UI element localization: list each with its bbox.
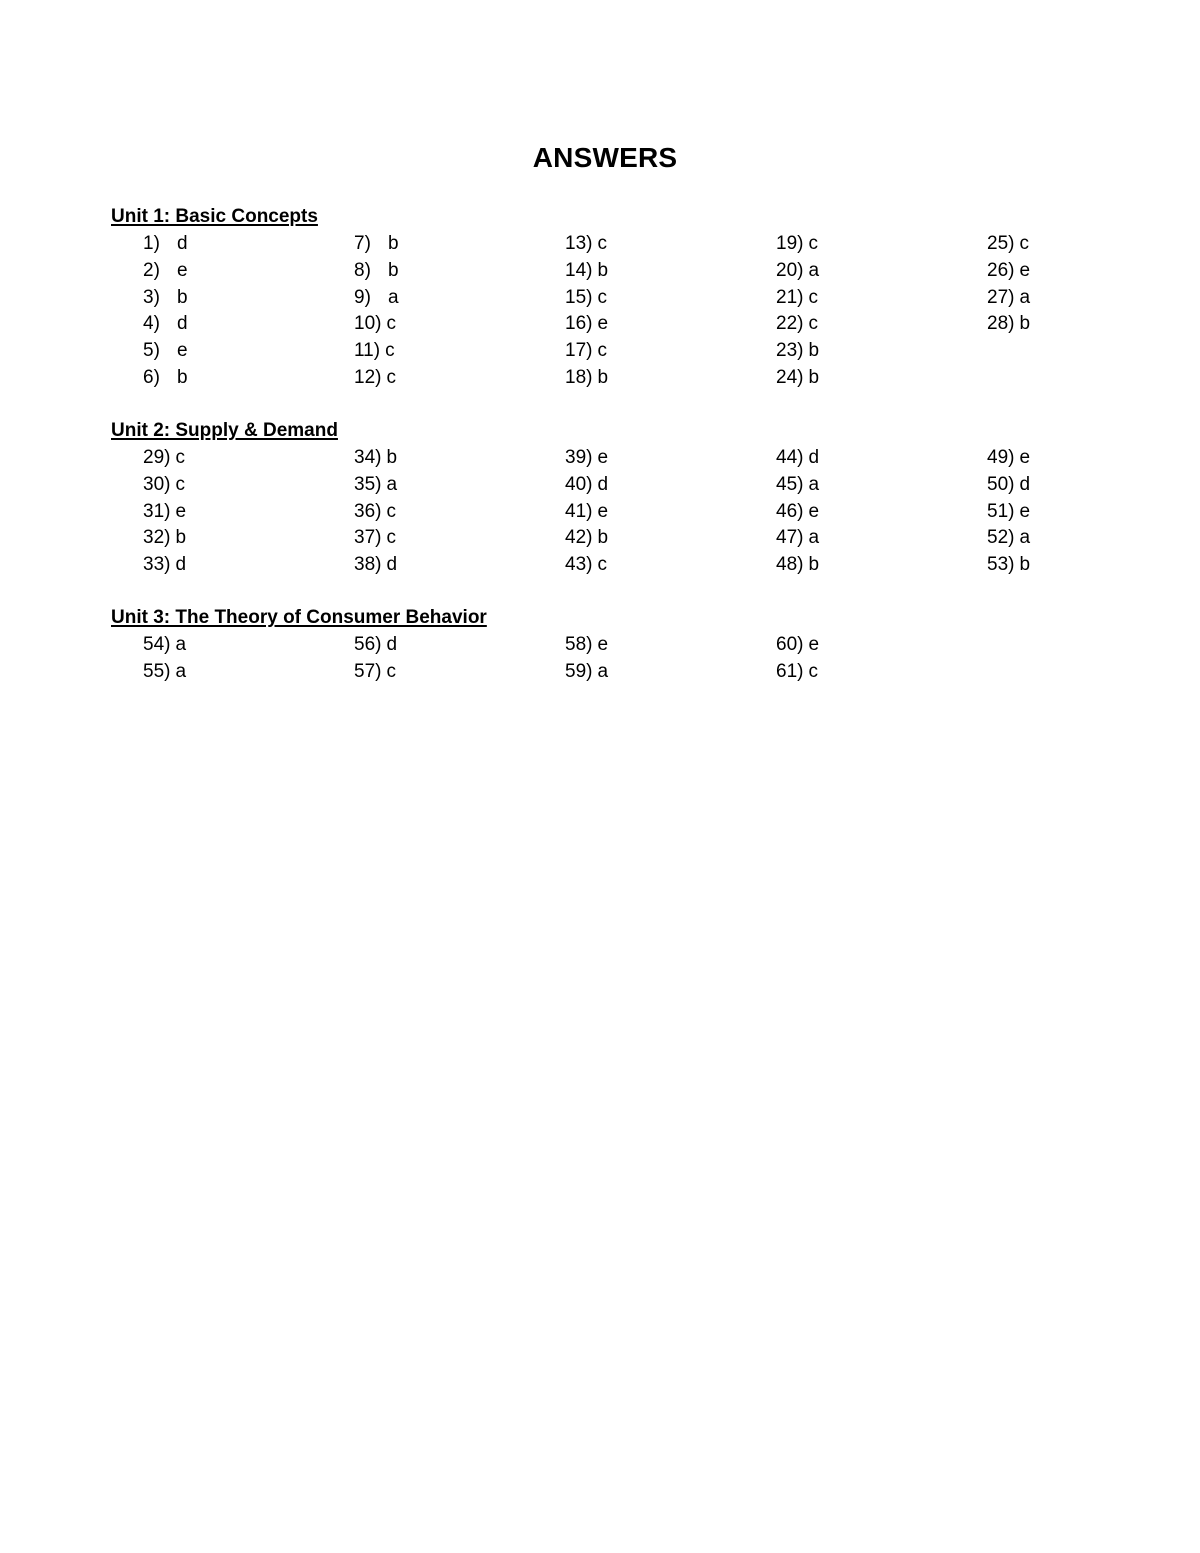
answer-item bbox=[565, 552, 608, 579]
question-number: 49) bbox=[987, 447, 1015, 468]
question-number: 46) bbox=[776, 500, 804, 522]
question-number: 7) bbox=[354, 233, 371, 254]
question-number: 35) bbox=[354, 473, 382, 495]
answer-letter: e bbox=[1019, 500, 1031, 522]
answer-item bbox=[354, 258, 399, 285]
answer-item bbox=[987, 525, 1030, 552]
answer-column bbox=[354, 445, 397, 579]
answer-letter: c bbox=[808, 286, 818, 308]
answer-item bbox=[987, 231, 1030, 258]
question-number: 13) bbox=[565, 233, 593, 254]
answer-letter: a bbox=[175, 660, 187, 682]
answer-letter: c bbox=[386, 527, 396, 549]
answer-item bbox=[143, 499, 186, 526]
answer-letter: e bbox=[175, 500, 187, 522]
answer-item bbox=[354, 231, 399, 258]
answer-columns bbox=[111, 231, 1111, 431]
answer-letter: b bbox=[177, 286, 188, 308]
question-number: 29) bbox=[143, 447, 171, 468]
question-number: 48) bbox=[776, 554, 804, 576]
answer-letter: b bbox=[597, 527, 609, 549]
question-number: 37) bbox=[354, 527, 382, 549]
answer-column bbox=[354, 632, 397, 686]
question-number: 31) bbox=[143, 500, 171, 522]
question-number: 19) bbox=[776, 233, 804, 254]
answer-letter: e bbox=[177, 259, 188, 281]
answer-letter: c bbox=[175, 473, 185, 495]
answer-item bbox=[143, 445, 186, 472]
answer-item bbox=[776, 632, 819, 659]
answer-letter: b bbox=[175, 527, 187, 549]
answer-letter: d bbox=[597, 473, 609, 495]
answer-item bbox=[354, 632, 397, 659]
answer-letter: c bbox=[386, 366, 396, 388]
answer-letter: c bbox=[597, 340, 607, 362]
question-number: 14) bbox=[565, 259, 593, 281]
answer-letter: a bbox=[1019, 527, 1031, 549]
answer-letter: a bbox=[175, 634, 187, 655]
question-number: 60) bbox=[776, 634, 804, 655]
unit-heading: Unit 2: Supply & Demand bbox=[111, 420, 338, 441]
question-number: 17) bbox=[565, 340, 593, 362]
answer-item bbox=[354, 285, 399, 312]
answer-letter: b bbox=[808, 366, 820, 388]
question-number: 39) bbox=[565, 447, 593, 468]
answer-item bbox=[776, 365, 819, 392]
question-number: 9) bbox=[354, 286, 371, 308]
answer-letter: a bbox=[388, 286, 399, 308]
answer-item bbox=[776, 258, 819, 285]
answer-letter: b bbox=[597, 366, 609, 388]
question-number: 33) bbox=[143, 554, 171, 576]
answer-letter: e bbox=[1019, 447, 1031, 468]
answer-item bbox=[776, 499, 819, 526]
question-number: 61) bbox=[776, 660, 804, 682]
answer-item bbox=[354, 499, 397, 526]
question-number: 44) bbox=[776, 447, 804, 468]
question-number: 41) bbox=[565, 500, 593, 522]
unit-section-basic-concepts bbox=[111, 205, 1111, 431]
question-number: 58) bbox=[565, 634, 593, 655]
answer-item bbox=[565, 472, 608, 499]
answer-letter: c bbox=[386, 660, 396, 682]
question-number: 25) bbox=[987, 233, 1015, 254]
answer-item bbox=[987, 499, 1030, 526]
question-number: 5) bbox=[143, 340, 160, 362]
question-number: 59) bbox=[565, 660, 593, 682]
answer-letter: b bbox=[597, 259, 609, 281]
answer-letter: d bbox=[386, 554, 398, 576]
answer-item bbox=[987, 445, 1030, 472]
question-number: 54) bbox=[143, 634, 171, 655]
question-number: 24) bbox=[776, 366, 804, 388]
answer-letter: d bbox=[1019, 473, 1031, 495]
answer-item bbox=[565, 659, 608, 686]
question-number: 45) bbox=[776, 473, 804, 495]
answer-letter: b bbox=[386, 447, 398, 468]
question-number: 47) bbox=[776, 527, 804, 549]
answer-item bbox=[143, 472, 186, 499]
answer-item bbox=[143, 659, 186, 686]
answer-letter: e bbox=[597, 634, 609, 655]
answer-column bbox=[565, 231, 608, 392]
answer-letter: c bbox=[597, 286, 607, 308]
answer-letter: b bbox=[1019, 554, 1031, 576]
question-number: 18) bbox=[565, 366, 593, 388]
answer-letter: e bbox=[177, 340, 188, 362]
answer-item bbox=[776, 231, 819, 258]
question-number: 43) bbox=[565, 554, 593, 576]
answer-letter: a bbox=[386, 473, 398, 495]
question-number: 38) bbox=[354, 554, 382, 576]
answer-column bbox=[565, 445, 608, 579]
answer-letter: b bbox=[388, 233, 399, 254]
question-number: 3) bbox=[143, 286, 160, 308]
answer-letter: c bbox=[386, 500, 396, 522]
answer-item bbox=[565, 445, 608, 472]
answer-item bbox=[143, 285, 188, 312]
question-number: 42) bbox=[565, 527, 593, 549]
answer-column bbox=[776, 632, 819, 686]
answer-item bbox=[354, 525, 397, 552]
answer-item bbox=[565, 231, 608, 258]
answer-item bbox=[143, 338, 188, 365]
question-number: 4) bbox=[143, 313, 160, 335]
question-number: 20) bbox=[776, 259, 804, 281]
question-number: 11) bbox=[354, 340, 381, 362]
answer-letter: d bbox=[175, 554, 187, 576]
answer-item bbox=[354, 552, 397, 579]
answer-item bbox=[987, 311, 1030, 338]
question-number: 23) bbox=[776, 340, 804, 362]
question-number: 8) bbox=[354, 259, 371, 281]
answer-item bbox=[565, 499, 608, 526]
question-number: 27) bbox=[987, 286, 1015, 308]
answer-item bbox=[776, 445, 819, 472]
answer-letter: c bbox=[386, 313, 396, 335]
answer-letter: e bbox=[1019, 259, 1031, 281]
answer-item bbox=[776, 659, 819, 686]
question-number: 22) bbox=[776, 313, 804, 335]
answer-item bbox=[565, 285, 608, 312]
answer-item bbox=[565, 338, 608, 365]
answer-item bbox=[354, 365, 399, 392]
question-number: 10) bbox=[354, 313, 382, 335]
answer-column bbox=[987, 231, 1030, 338]
answer-column bbox=[776, 231, 819, 392]
question-number: 32) bbox=[143, 527, 171, 549]
answer-column bbox=[565, 632, 608, 686]
answer-column bbox=[143, 231, 188, 392]
answer-letter: c bbox=[597, 554, 607, 576]
answer-letter: b bbox=[177, 366, 188, 388]
answer-item bbox=[987, 552, 1030, 579]
answer-item bbox=[143, 525, 186, 552]
answer-item bbox=[143, 632, 186, 659]
question-number: 53) bbox=[987, 554, 1015, 576]
question-number: 55) bbox=[143, 660, 171, 682]
answer-letter: a bbox=[808, 473, 820, 495]
answer-letter: a bbox=[808, 259, 820, 281]
question-number: 50) bbox=[987, 473, 1015, 495]
answer-letter: c bbox=[808, 660, 818, 682]
answer-item bbox=[143, 552, 186, 579]
answer-letter: d bbox=[386, 634, 398, 655]
answer-item bbox=[354, 659, 397, 686]
answer-letter: b bbox=[388, 259, 399, 281]
page-title: ANSWERS bbox=[532, 142, 678, 173]
answer-item bbox=[565, 258, 608, 285]
answer-letter: b bbox=[808, 554, 820, 576]
answer-column bbox=[354, 231, 399, 392]
answer-column bbox=[987, 445, 1030, 579]
answer-letter: c bbox=[175, 447, 185, 468]
answer-letter: e bbox=[597, 447, 609, 468]
answer-item bbox=[565, 311, 608, 338]
answer-letter: e bbox=[597, 313, 609, 335]
unit-heading: Unit 3: The Theory of Consumer Behavior bbox=[111, 607, 487, 628]
answer-letter: a bbox=[1019, 286, 1031, 308]
answer-item bbox=[776, 338, 819, 365]
answer-letter: b bbox=[1019, 313, 1031, 335]
answer-item bbox=[354, 311, 399, 338]
answer-letter: c bbox=[1019, 233, 1029, 254]
answer-item bbox=[143, 311, 188, 338]
answer-letter: d bbox=[177, 233, 188, 254]
question-number: 51) bbox=[987, 500, 1015, 522]
answer-column bbox=[143, 632, 186, 686]
answer-letter: d bbox=[808, 447, 820, 468]
answer-item bbox=[565, 632, 608, 659]
question-number: 52) bbox=[987, 527, 1015, 549]
question-number: 57) bbox=[354, 660, 382, 682]
answer-item bbox=[776, 285, 819, 312]
answer-item bbox=[354, 445, 397, 472]
question-number: 30) bbox=[143, 473, 171, 495]
answer-item bbox=[143, 258, 188, 285]
answer-letter: a bbox=[597, 660, 609, 682]
answer-column bbox=[776, 445, 819, 579]
answer-letter: c bbox=[597, 233, 607, 254]
answer-letter: e bbox=[808, 634, 820, 655]
answer-letter: c bbox=[808, 313, 818, 335]
answer-item bbox=[776, 472, 819, 499]
question-number: 26) bbox=[987, 259, 1015, 281]
unit-section-consumer-behavior bbox=[111, 606, 1111, 832]
answer-item bbox=[776, 552, 819, 579]
answer-item bbox=[987, 258, 1030, 285]
question-number: 16) bbox=[565, 313, 593, 335]
unit-heading: Unit 1: Basic Concepts bbox=[111, 206, 318, 227]
answer-item bbox=[776, 311, 819, 338]
answer-item bbox=[776, 525, 819, 552]
answer-letter: c bbox=[808, 233, 818, 254]
question-number: 2) bbox=[143, 259, 160, 281]
question-number: 56) bbox=[354, 634, 382, 655]
question-number: 28) bbox=[987, 313, 1015, 335]
answer-letter: d bbox=[177, 313, 188, 335]
answer-columns bbox=[111, 632, 1111, 832]
answer-letter: e bbox=[597, 500, 609, 522]
answer-item bbox=[143, 231, 188, 258]
question-number: 34) bbox=[354, 447, 382, 468]
answer-letter: b bbox=[808, 340, 820, 362]
question-number: 1) bbox=[143, 233, 160, 254]
answer-item bbox=[143, 365, 188, 392]
answer-letter: c bbox=[385, 340, 395, 362]
answer-item bbox=[354, 338, 399, 365]
question-number: 36) bbox=[354, 500, 382, 522]
answer-letter: e bbox=[808, 500, 820, 522]
answer-item bbox=[565, 365, 608, 392]
answer-item bbox=[987, 472, 1030, 499]
question-number: 12) bbox=[354, 366, 382, 388]
answer-item bbox=[354, 472, 397, 499]
answer-letter: a bbox=[808, 527, 820, 549]
answer-item bbox=[565, 525, 608, 552]
question-number: 6) bbox=[143, 366, 160, 388]
question-number: 15) bbox=[565, 286, 593, 308]
question-number: 40) bbox=[565, 473, 593, 495]
question-number: 21) bbox=[776, 286, 804, 308]
answer-column bbox=[143, 445, 186, 579]
answer-item bbox=[987, 285, 1030, 312]
